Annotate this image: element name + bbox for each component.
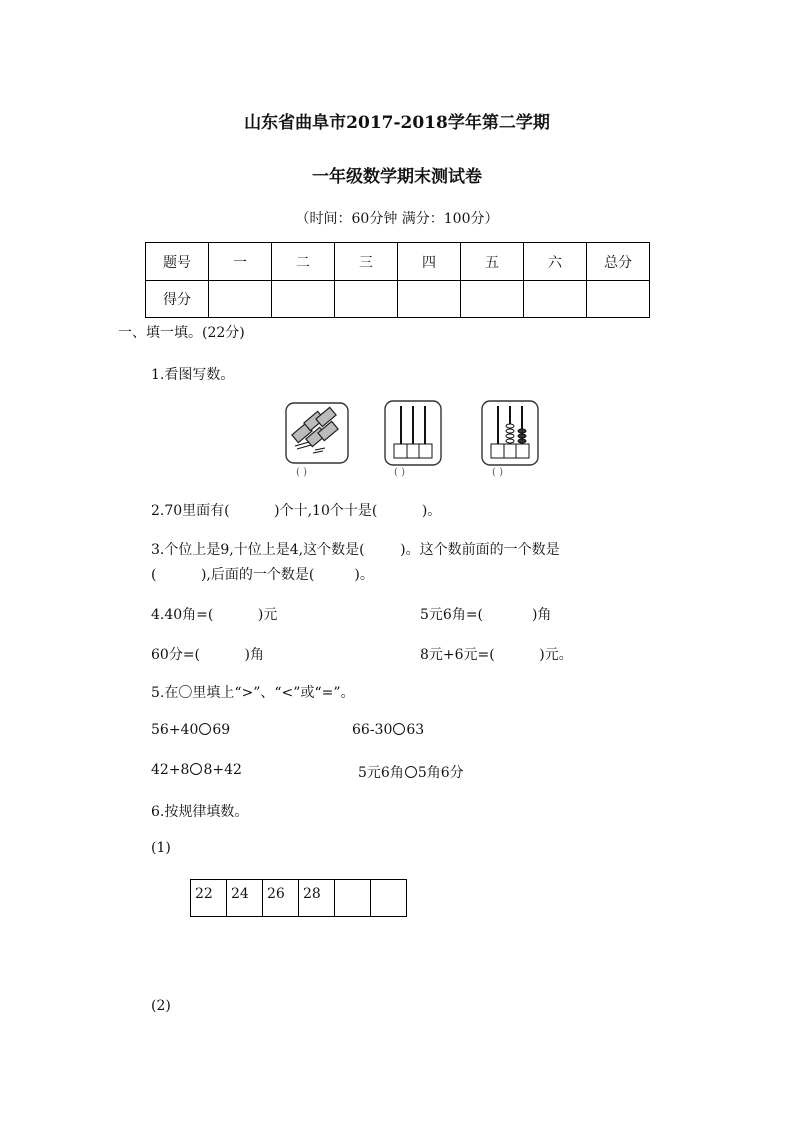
score-header-cell: 五 [461,243,524,281]
score-cell[interactable] [524,281,587,318]
q5-item-b [352,722,424,738]
score-cell[interactable] [398,281,461,318]
q1-text: 1.看图写数。 [151,367,235,383]
q6-sequence-table [190,879,407,917]
score-table-score-row [146,281,650,318]
score-cell[interactable] [587,281,650,318]
q4-item-b: 5元6角=( )角 [420,607,552,623]
score-row-label: 得分 [146,281,209,318]
score-cell[interactable] [209,281,272,318]
q6-text: 6.按规律填数。 [151,804,249,820]
score-header-cell: 题号 [146,243,209,281]
score-cell[interactable] [461,281,524,318]
sequence-cell: 22 [191,880,227,917]
score-header-cell: 一 [209,243,272,281]
q5-item-d [358,762,464,782]
score-cell[interactable] [335,281,398,318]
sequence-cell: 26 [263,880,299,917]
score-header-cell: 六 [524,243,587,281]
q5-text: 5.在〇里填上“>”、“<”或“=”。 [151,685,355,701]
compare-circle-icon[interactable] [405,766,417,778]
q5-b-left: 66-30 [352,722,393,738]
sequence-answer-cell[interactable] [335,880,371,917]
q5-item-a [151,722,230,738]
q5-b-right: 63 [406,722,425,738]
q2-text: 2.70里面有( )个十,10个十是( )。 [151,503,442,519]
place-value-abacus-empty-icon [384,400,442,466]
score-cell[interactable] [272,281,335,318]
q5-d-left: 5元6角 [358,765,404,781]
q3-text-line1: 3.个位上是9,十位上是4,这个数是( )。这个数前面的一个数是 [151,542,560,558]
score-table [145,242,650,318]
place-value-abacus-beads-icon [481,400,539,466]
q1-answer-paren[interactable]: ( ) [394,467,405,478]
section1-heading: 一、填一填。(22分) [118,325,245,341]
q1-answer-paren[interactable]: ( ) [296,467,307,478]
exam-title-line2: 一年级数学期末测试卷 [312,167,482,187]
q5-c-left: 42+8 [151,762,190,778]
q4-item-a: 4.40角=( )元 [151,607,278,623]
q4-item-d: 8元+6元=( )元。 [420,647,573,663]
q1-answer-paren[interactable]: ( ) [492,467,503,478]
bundled-sticks-icon [285,402,349,464]
compare-circle-icon[interactable] [199,723,211,735]
q3-text-line2: ( ),后面的一个数是( )。 [151,567,374,583]
compare-circle-icon[interactable] [190,763,202,775]
q6-part1-label: (1) [151,840,171,856]
q5-a-left: 56+40 [151,722,199,738]
sequence-cell: 28 [299,880,335,917]
score-header-cell: 总分 [587,243,650,281]
q5-a-right: 69 [212,722,231,738]
q5-item-c [151,762,242,778]
q6-part2-label: (2) [151,998,171,1014]
exam-time-score-info: （时间：60分钟 满分：100分） [295,211,499,227]
sequence-cell: 24 [227,880,263,917]
score-header-cell: 四 [398,243,461,281]
q5-c-right: 8+42 [203,762,242,778]
q5-d-right: 5角6分 [417,765,464,781]
score-header-cell: 三 [335,243,398,281]
exam-title-line1: 山东省曲阜市2017-2018学年第二学期 [244,113,550,133]
q4-item-c: 60分=( )角 [151,647,264,663]
score-table-header-row [146,243,650,281]
score-header-cell: 二 [272,243,335,281]
compare-circle-icon[interactable] [393,723,405,735]
sequence-answer-cell[interactable] [371,880,407,917]
